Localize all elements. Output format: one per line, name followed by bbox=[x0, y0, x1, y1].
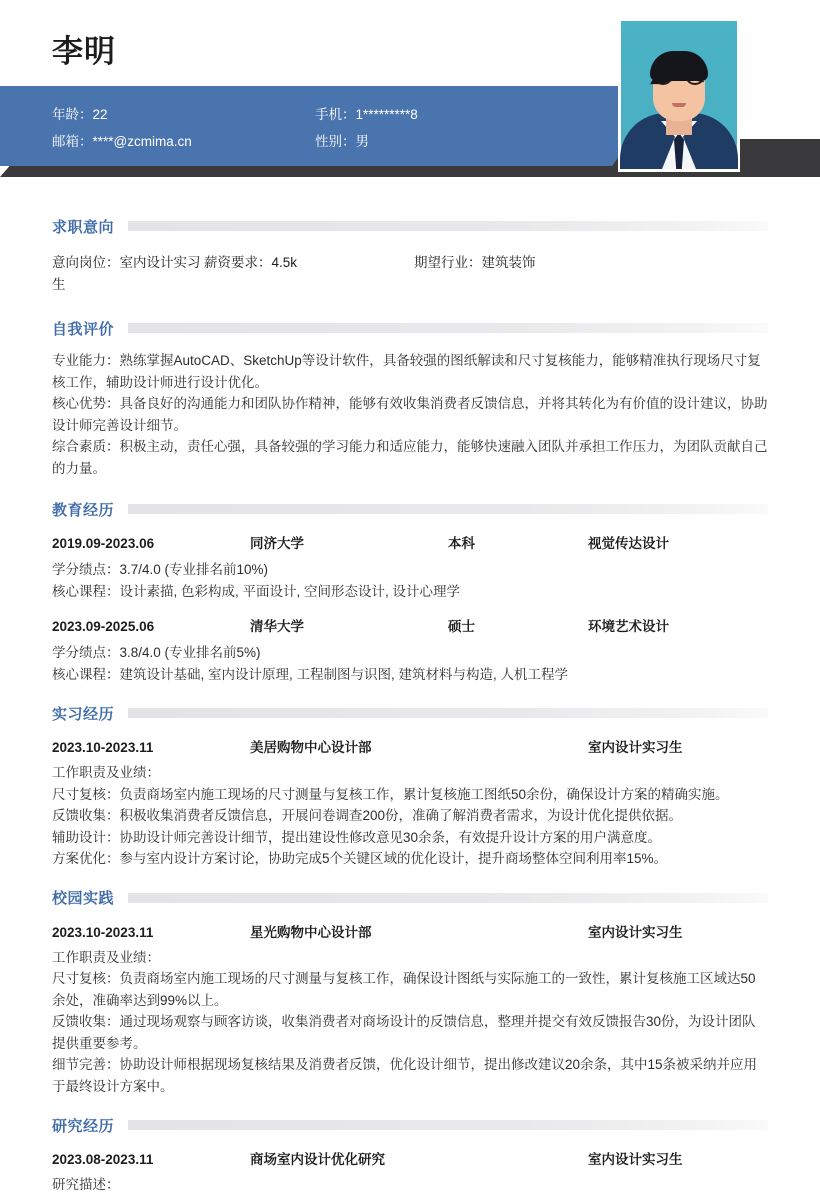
section-title-education: 教育经历 bbox=[52, 501, 115, 519]
section-title-job-intention: 求职意向 bbox=[52, 218, 115, 236]
campus-bullet: 细节完善：协助设计师根据现场复核结果及消费者反馈，优化设计细节，提出修改建议20余条，其中15条被采纳并应用于最终设计方案中。 bbox=[52, 1057, 758, 1094]
candidate-photo bbox=[618, 18, 740, 172]
section-title-research: 研究经历 bbox=[52, 1117, 115, 1135]
research-entry-header bbox=[52, 1149, 768, 1171]
campus-entry-header bbox=[52, 922, 768, 944]
intended-position: 意向岗位：室内设计实习生 bbox=[52, 255, 201, 292]
internship-bullet: 尺寸复核：负责商场室内施工现场的尺寸测量与复核工作，累计复核施工图纸50余份，确保设计方案的精确实施。 bbox=[52, 786, 729, 802]
section-header bbox=[52, 497, 768, 521]
section-header bbox=[52, 886, 768, 910]
education-courses: 核心课程：设计素描, 色彩构成, 平面设计, 空间形态设计, 设计心理学 bbox=[52, 583, 461, 599]
education-courses: 核心课程：建筑设计基础, 室内设计原理, 工程制图与识图, 建筑材料与构造, 人机工程学 bbox=[52, 666, 569, 682]
education-gpa: 学分绩点：3.8/4.0 (专业排名前5%) bbox=[52, 645, 261, 660]
section-title-internship: 实习经历 bbox=[52, 705, 115, 723]
section-rule bbox=[128, 1120, 768, 1130]
internship-date: 2023.10-2023.11 bbox=[52, 740, 154, 755]
campus-date: 2023.10-2023.11 bbox=[52, 924, 154, 940]
section-header bbox=[52, 214, 768, 238]
education-date: 2023.09-2025.06 bbox=[52, 619, 155, 634]
internship-bullet: 辅助设计：协助设计师完善设计细节，提出建设性修改意见30余条，有效提升设计方案的用户满意度。 bbox=[52, 829, 662, 845]
section-header bbox=[52, 701, 768, 725]
section-rule bbox=[128, 708, 768, 718]
expected-industry: 期望行业：建筑装饰 bbox=[414, 255, 536, 270]
email-field: 邮箱：****@zcmima.cn bbox=[52, 134, 192, 149]
self-eval-paragraph: 核心优势：具备良好的沟通能力和团队协作精神，能够有效收集消费者反馈信息，并将其转化为有价值的设计建议，协助设计师完善设计细节。 bbox=[52, 396, 768, 433]
research-intro: 研究描述： bbox=[52, 1177, 120, 1192]
section-title-self-evaluation: 自我评价 bbox=[52, 320, 115, 338]
photo-portrait-illustration bbox=[621, 21, 737, 169]
contact-row bbox=[52, 128, 572, 155]
education-entry-header bbox=[52, 533, 768, 555]
section-research bbox=[52, 1113, 768, 1196]
resume-content bbox=[0, 196, 820, 1196]
section-campus-practice bbox=[52, 886, 768, 1098]
expected-salary: 薪资要求：4.5k bbox=[204, 255, 298, 270]
section-internship bbox=[52, 701, 768, 870]
self-eval-paragraph: 专业能力：熟练掌握AutoCAD、SketchUp等设计软件，具备较强的图纸解读和尺寸复核能力，能够精准执行现场尺寸复核工作，辅助设计师进行设计优化。 bbox=[52, 353, 761, 390]
education-school: 清华大学 bbox=[250, 619, 304, 634]
education-degree: 本科 bbox=[448, 536, 475, 551]
section-title-campus-practice: 校园实践 bbox=[52, 890, 115, 907]
campus-bullet: 反馈收集：通过现场观察与顾客访谈，收集消费者对商场设计的反馈信息，整理并提交有效反馈报告30份，为设计团队提供重要参考。 bbox=[52, 1014, 756, 1051]
gender-field: 性别：男 bbox=[315, 134, 369, 149]
contact-info-grid bbox=[52, 101, 572, 155]
internship-entry-header bbox=[52, 737, 768, 759]
section-self-evaluation bbox=[52, 316, 768, 479]
section-rule bbox=[128, 504, 768, 514]
section-rule bbox=[128, 221, 768, 231]
campus-bullet: 尺寸复核：负责商场室内施工现场的尺寸测量与复核工作，确保设计图纸与实际施工的一致性，累计复核施工区域达50余处，准确率达到99%以上。 bbox=[52, 971, 756, 1008]
education-entry-header bbox=[52, 616, 768, 638]
education-school: 同济大学 bbox=[250, 536, 304, 551]
research-date: 2023.08-2023.11 bbox=[52, 1152, 154, 1167]
education-major: 视觉传达设计 bbox=[588, 536, 669, 551]
section-header bbox=[52, 1113, 768, 1137]
resume-header bbox=[0, 0, 820, 196]
section-rule bbox=[128, 323, 768, 333]
research-role: 室内设计实习生 bbox=[588, 1152, 683, 1167]
campus-company: 星光购物中心设计部 bbox=[250, 924, 372, 940]
section-education bbox=[52, 497, 768, 685]
internship-bullet: 反馈收集：积极收集消费者反馈信息，开展问卷调查200份，准确了解消费者需求，为设计优化提供依据。 bbox=[52, 808, 683, 823]
campus-intro: 工作职责及业绩： bbox=[52, 949, 160, 965]
internship-role: 室内设计实习生 bbox=[588, 740, 683, 755]
job-intention-row bbox=[52, 252, 768, 296]
internship-bullet: 方案优化：参与室内设计方案讨论，协助完成5个关键区域的优化设计，提升商场整体空间利用率15%。 bbox=[52, 851, 668, 866]
internship-intro: 工作职责及业绩： bbox=[52, 765, 160, 780]
education-gpa: 学分绩点：3.7/4.0 (专业排名前10%) bbox=[52, 562, 269, 577]
phone-field: 手机：1*********8 bbox=[315, 107, 418, 122]
education-degree: 硕士 bbox=[448, 619, 475, 634]
age-field: 年龄：22 bbox=[52, 107, 108, 122]
candidate-name: 李明 bbox=[52, 34, 116, 69]
section-rule bbox=[128, 893, 768, 903]
campus-role: 室内设计实习生 bbox=[588, 924, 683, 940]
research-project: 商场室内设计优化研究 bbox=[250, 1152, 385, 1167]
internship-company: 美居购物中心设计部 bbox=[250, 740, 372, 755]
education-date: 2019.09-2023.06 bbox=[52, 536, 155, 551]
self-eval-paragraph: 综合素质：积极主动，责任心强，具备较强的学习能力和适应能力，能够快速融入团队并承担工作压力，为团队贡献自己的力量。 bbox=[52, 439, 768, 476]
education-major: 环境艺术设计 bbox=[588, 619, 669, 634]
contact-row bbox=[52, 101, 572, 128]
section-job-intention bbox=[52, 214, 768, 296]
section-header bbox=[52, 316, 768, 340]
